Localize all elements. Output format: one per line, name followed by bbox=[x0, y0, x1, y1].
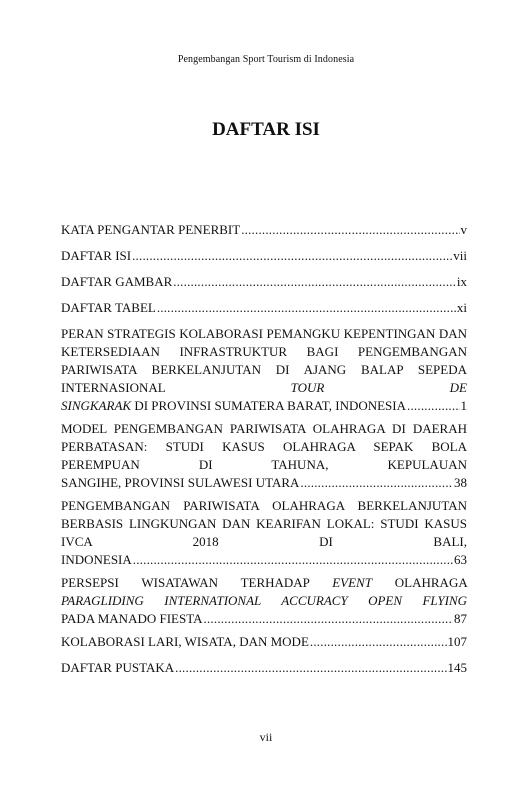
dot-leader bbox=[204, 610, 453, 628]
dot-leader bbox=[175, 659, 446, 677]
toc-italic: EVENT bbox=[332, 575, 372, 590]
toc-entry-chapter-4[interactable] bbox=[61, 574, 467, 628]
toc-body-text: PERSEPSI WISATAWAN TERHADAP bbox=[61, 575, 310, 590]
toc-label: KOLABORASI LARI, WISATA, DAN MODE bbox=[61, 634, 309, 649]
dot-leader bbox=[132, 247, 452, 265]
toc-page: v bbox=[460, 222, 467, 237]
toc-last-line: PADA MANADO FIESTA bbox=[61, 611, 203, 626]
dot-leader bbox=[241, 221, 459, 239]
toc-page: 38 bbox=[454, 475, 467, 490]
running-head: Pengembangan Sport Tourism di Indonesia bbox=[177, 54, 355, 65]
page-title: DAFTAR ISI bbox=[212, 119, 320, 140]
dot-leader bbox=[310, 633, 447, 651]
toc-entry-chapter-1[interactable] bbox=[61, 325, 467, 415]
toc-body-text: PERAN STRATEGIS KOLABORASI PEMANGKU KEPENTINGAN DAN KETERSEDIAAN INFRASTRUKTUR BAGI PENGEMBANGAN PARIWISATA BERKELANJUTAN DI AJANG BALAP SEPEDA INTERNASIONAL bbox=[61, 326, 467, 395]
toc-body bbox=[61, 574, 467, 610]
toc-last-line: SANGIHE, PROVINSI SULAWESI UTARA bbox=[61, 475, 300, 490]
toc-page: 145 bbox=[447, 660, 467, 675]
toc-last-line: INDONESIA bbox=[61, 552, 132, 567]
toc-text: DI PROVINSI SUMATERA BARAT, INDONESIA bbox=[131, 398, 407, 413]
toc-body bbox=[61, 325, 467, 397]
toc-page: 87 bbox=[454, 611, 467, 626]
toc-entry-chapter-3[interactable] bbox=[61, 497, 467, 569]
toc-entry-daftar-tabel[interactable] bbox=[61, 299, 467, 317]
dot-leader bbox=[300, 474, 453, 492]
toc-label: DAFTAR PUSTAKA bbox=[61, 660, 175, 675]
toc-entry-chapter-2[interactable] bbox=[61, 420, 467, 492]
toc-body-text: OLAHRAGA bbox=[394, 575, 468, 590]
toc-label: DAFTAR TABEL bbox=[61, 300, 156, 315]
dot-leader bbox=[407, 397, 459, 415]
toc-body-text: PENGEMBANGAN PARIWISATA OLAHRAGA BERKELANJUTAN BERBASIS LINGKUNGAN DAN KEARIFAN LOKAL: STUDI KASUS IVCA 2018 DI BALI, bbox=[61, 498, 467, 549]
dot-leader bbox=[133, 551, 453, 569]
toc-italic: SINGKARAK bbox=[61, 398, 132, 413]
page-number: vii bbox=[259, 730, 273, 744]
dot-leader bbox=[157, 299, 456, 317]
toc-entry-chapter-5[interactable] bbox=[61, 633, 467, 651]
toc-last-line bbox=[61, 397, 406, 415]
toc-italic: TOUR DE bbox=[290, 380, 467, 395]
toc-page: 1 bbox=[460, 398, 467, 413]
toc-page: 107 bbox=[447, 634, 467, 649]
table-of-contents bbox=[61, 221, 467, 685]
toc-label: DAFTAR GAMBAR bbox=[61, 274, 173, 289]
toc-entry-daftar-isi[interactable] bbox=[61, 247, 467, 265]
toc-page: vii bbox=[453, 248, 467, 263]
toc-page: xi bbox=[456, 300, 467, 315]
toc-label: DAFTAR ISI bbox=[61, 248, 132, 263]
toc-entry-daftar-pustaka[interactable] bbox=[61, 659, 467, 677]
toc-entry-daftar-gambar[interactable] bbox=[61, 273, 467, 291]
toc-page: 63 bbox=[454, 552, 467, 567]
toc-body-text: MODEL PENGEMBANGAN PARIWISATA OLAHRAGA DI DAERAH PERBATASAN: STUDI KASUS OLAHRAGA SEPAK BOLA PEREMPUAN DI TAHUNA, KEPULAUAN bbox=[61, 421, 467, 472]
dot-leader bbox=[173, 273, 456, 291]
toc-entry-kata-pengantar[interactable] bbox=[61, 221, 467, 239]
toc-label: KATA PENGANTAR PENERBIT bbox=[61, 222, 241, 237]
toc-page: ix bbox=[456, 274, 467, 289]
toc-italic: PARAGLIDING INTERNATIONAL ACCURACY OPEN FLYING bbox=[61, 593, 467, 608]
